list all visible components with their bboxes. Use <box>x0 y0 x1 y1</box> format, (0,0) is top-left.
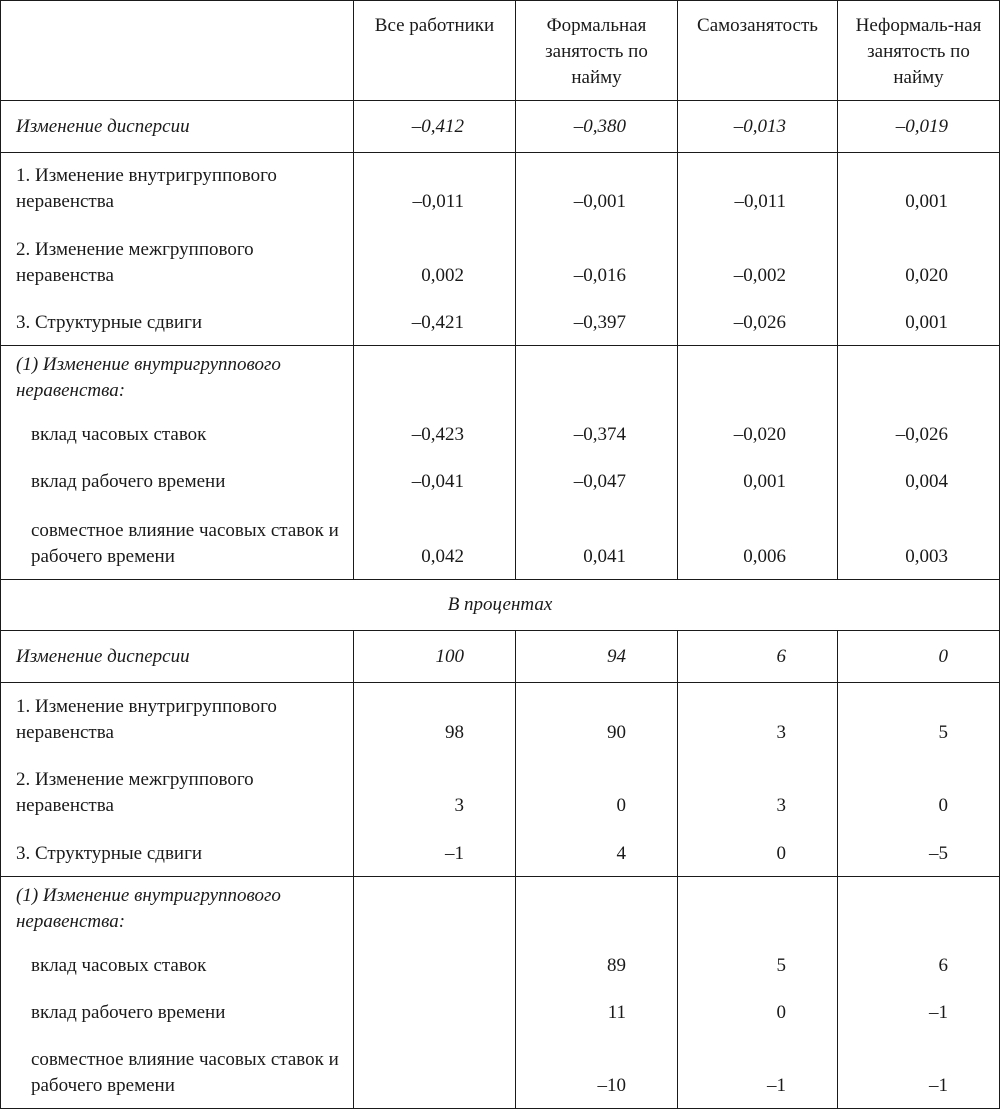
row-label: 2. Изменение межгруппового неравенства <box>1 225 354 299</box>
cell-value: 0,041 <box>516 505 678 580</box>
empty-cell <box>678 877 838 941</box>
cell-value: 3 <box>678 756 838 829</box>
table-row <box>1 101 1000 153</box>
section-title: (1) Изменение внутригруппового неравенства: <box>1 877 354 941</box>
row-label: Изменение дисперсии <box>1 631 354 683</box>
table-row <box>1 829 1000 877</box>
cell-value: 98 <box>354 683 516 756</box>
table-row <box>1 153 1000 225</box>
cell-value: 0,003 <box>838 505 1000 580</box>
cell-value: 0 <box>678 989 838 1036</box>
cell-value: –0,423 <box>354 410 516 458</box>
cell-value: –1 <box>838 1036 1000 1109</box>
row-label: 1. Изменение внутригруппового неравенства <box>1 153 354 225</box>
empty-cell <box>838 877 1000 941</box>
empty-cell <box>516 346 678 410</box>
cell-value: –0,001 <box>516 153 678 225</box>
cell-value: –1 <box>678 1036 838 1109</box>
empty-cell <box>838 346 1000 410</box>
cell-value: –0,026 <box>678 299 838 346</box>
table-row <box>1 941 1000 989</box>
cell-value: –0,011 <box>678 153 838 225</box>
cell-value <box>354 989 516 1036</box>
cell-value: –0,013 <box>678 101 838 153</box>
empty-cell <box>354 346 516 410</box>
table-row <box>1 1036 1000 1109</box>
cell-value: –10 <box>516 1036 678 1109</box>
row-label: вклад часовых ставок <box>1 410 354 458</box>
cell-value: 0,006 <box>678 505 838 580</box>
section-title: (1) Изменение внутригруппового неравенства: <box>1 346 354 410</box>
row-label: 1. Изменение внутригруппового неравенства <box>1 683 354 756</box>
section-header-row <box>1 580 1000 631</box>
cell-value: 0 <box>838 756 1000 829</box>
cell-value: 0,020 <box>838 225 1000 299</box>
row-label: совместное влияние часовых ставок и рабочего времени <box>1 1036 354 1109</box>
cell-value: 3 <box>678 683 838 756</box>
cell-value: –0,412 <box>354 101 516 153</box>
cell-value: –0,026 <box>838 410 1000 458</box>
cell-value: 0,042 <box>354 505 516 580</box>
header-self-employment: Самозанятость <box>678 1 838 101</box>
table-row <box>1 683 1000 756</box>
row-label: Изменение дисперсии <box>1 101 354 153</box>
row-label: 3. Структурные сдвиги <box>1 299 354 346</box>
row-label: совместное влияние часовых ставок и рабочего времени <box>1 505 354 580</box>
cell-value: 90 <box>516 683 678 756</box>
percent-section-title: В процентах <box>1 580 1000 631</box>
cell-value: –0,397 <box>516 299 678 346</box>
cell-value: 100 <box>354 631 516 683</box>
cell-value: 0,004 <box>838 458 1000 505</box>
cell-value: –0,374 <box>516 410 678 458</box>
cell-value: –0,002 <box>678 225 838 299</box>
table-row <box>1 410 1000 458</box>
header-informal-employment: Неформаль-ная занятость по найму <box>838 1 1000 101</box>
table-row <box>1 505 1000 580</box>
row-label: вклад рабочего времени <box>1 989 354 1036</box>
cell-value <box>354 941 516 989</box>
table-row <box>1 631 1000 683</box>
cell-value: 0 <box>838 631 1000 683</box>
cell-value: 11 <box>516 989 678 1036</box>
cell-value: 0,001 <box>678 458 838 505</box>
cell-value: 5 <box>678 941 838 989</box>
cell-value: 89 <box>516 941 678 989</box>
cell-value: 0,001 <box>838 299 1000 346</box>
cell-value: 0,002 <box>354 225 516 299</box>
cell-value: –0,380 <box>516 101 678 153</box>
cell-value: 5 <box>838 683 1000 756</box>
row-label: вклад часовых ставок <box>1 941 354 989</box>
table-row <box>1 756 1000 829</box>
cell-value: 0 <box>516 756 678 829</box>
cell-value: 6 <box>838 941 1000 989</box>
cell-value: –5 <box>838 829 1000 877</box>
cell-value: –0,019 <box>838 101 1000 153</box>
header-formal-employment: Формальная занятость по найму <box>516 1 678 101</box>
cell-value: –0,047 <box>516 458 678 505</box>
cell-value: 94 <box>516 631 678 683</box>
cell-value <box>354 1036 516 1109</box>
table-row <box>1 225 1000 299</box>
cell-value: 6 <box>678 631 838 683</box>
cell-value: –0,041 <box>354 458 516 505</box>
table-row <box>1 458 1000 505</box>
cell-value: –1 <box>838 989 1000 1036</box>
cell-value: 4 <box>516 829 678 877</box>
cell-value: –0,011 <box>354 153 516 225</box>
cell-value: 3 <box>354 756 516 829</box>
row-label: вклад рабочего времени <box>1 458 354 505</box>
row-label: 3. Структурные сдвиги <box>1 829 354 877</box>
empty-cell <box>354 877 516 941</box>
cell-value: 0,001 <box>838 153 1000 225</box>
header-corner <box>1 1 354 101</box>
row-label: 2. Изменение межгруппового неравенства <box>1 756 354 829</box>
empty-cell <box>516 877 678 941</box>
empty-cell <box>678 346 838 410</box>
cell-value: –1 <box>354 829 516 877</box>
cell-value: –0,016 <box>516 225 678 299</box>
cell-value: –0,421 <box>354 299 516 346</box>
table-row <box>1 299 1000 346</box>
table-row <box>1 989 1000 1036</box>
cell-value: 0 <box>678 829 838 877</box>
table-row <box>1 346 1000 410</box>
table-row <box>1 877 1000 941</box>
header-all-workers: Все работники <box>354 1 516 101</box>
cell-value: –0,020 <box>678 410 838 458</box>
header-row <box>1 1 1000 101</box>
